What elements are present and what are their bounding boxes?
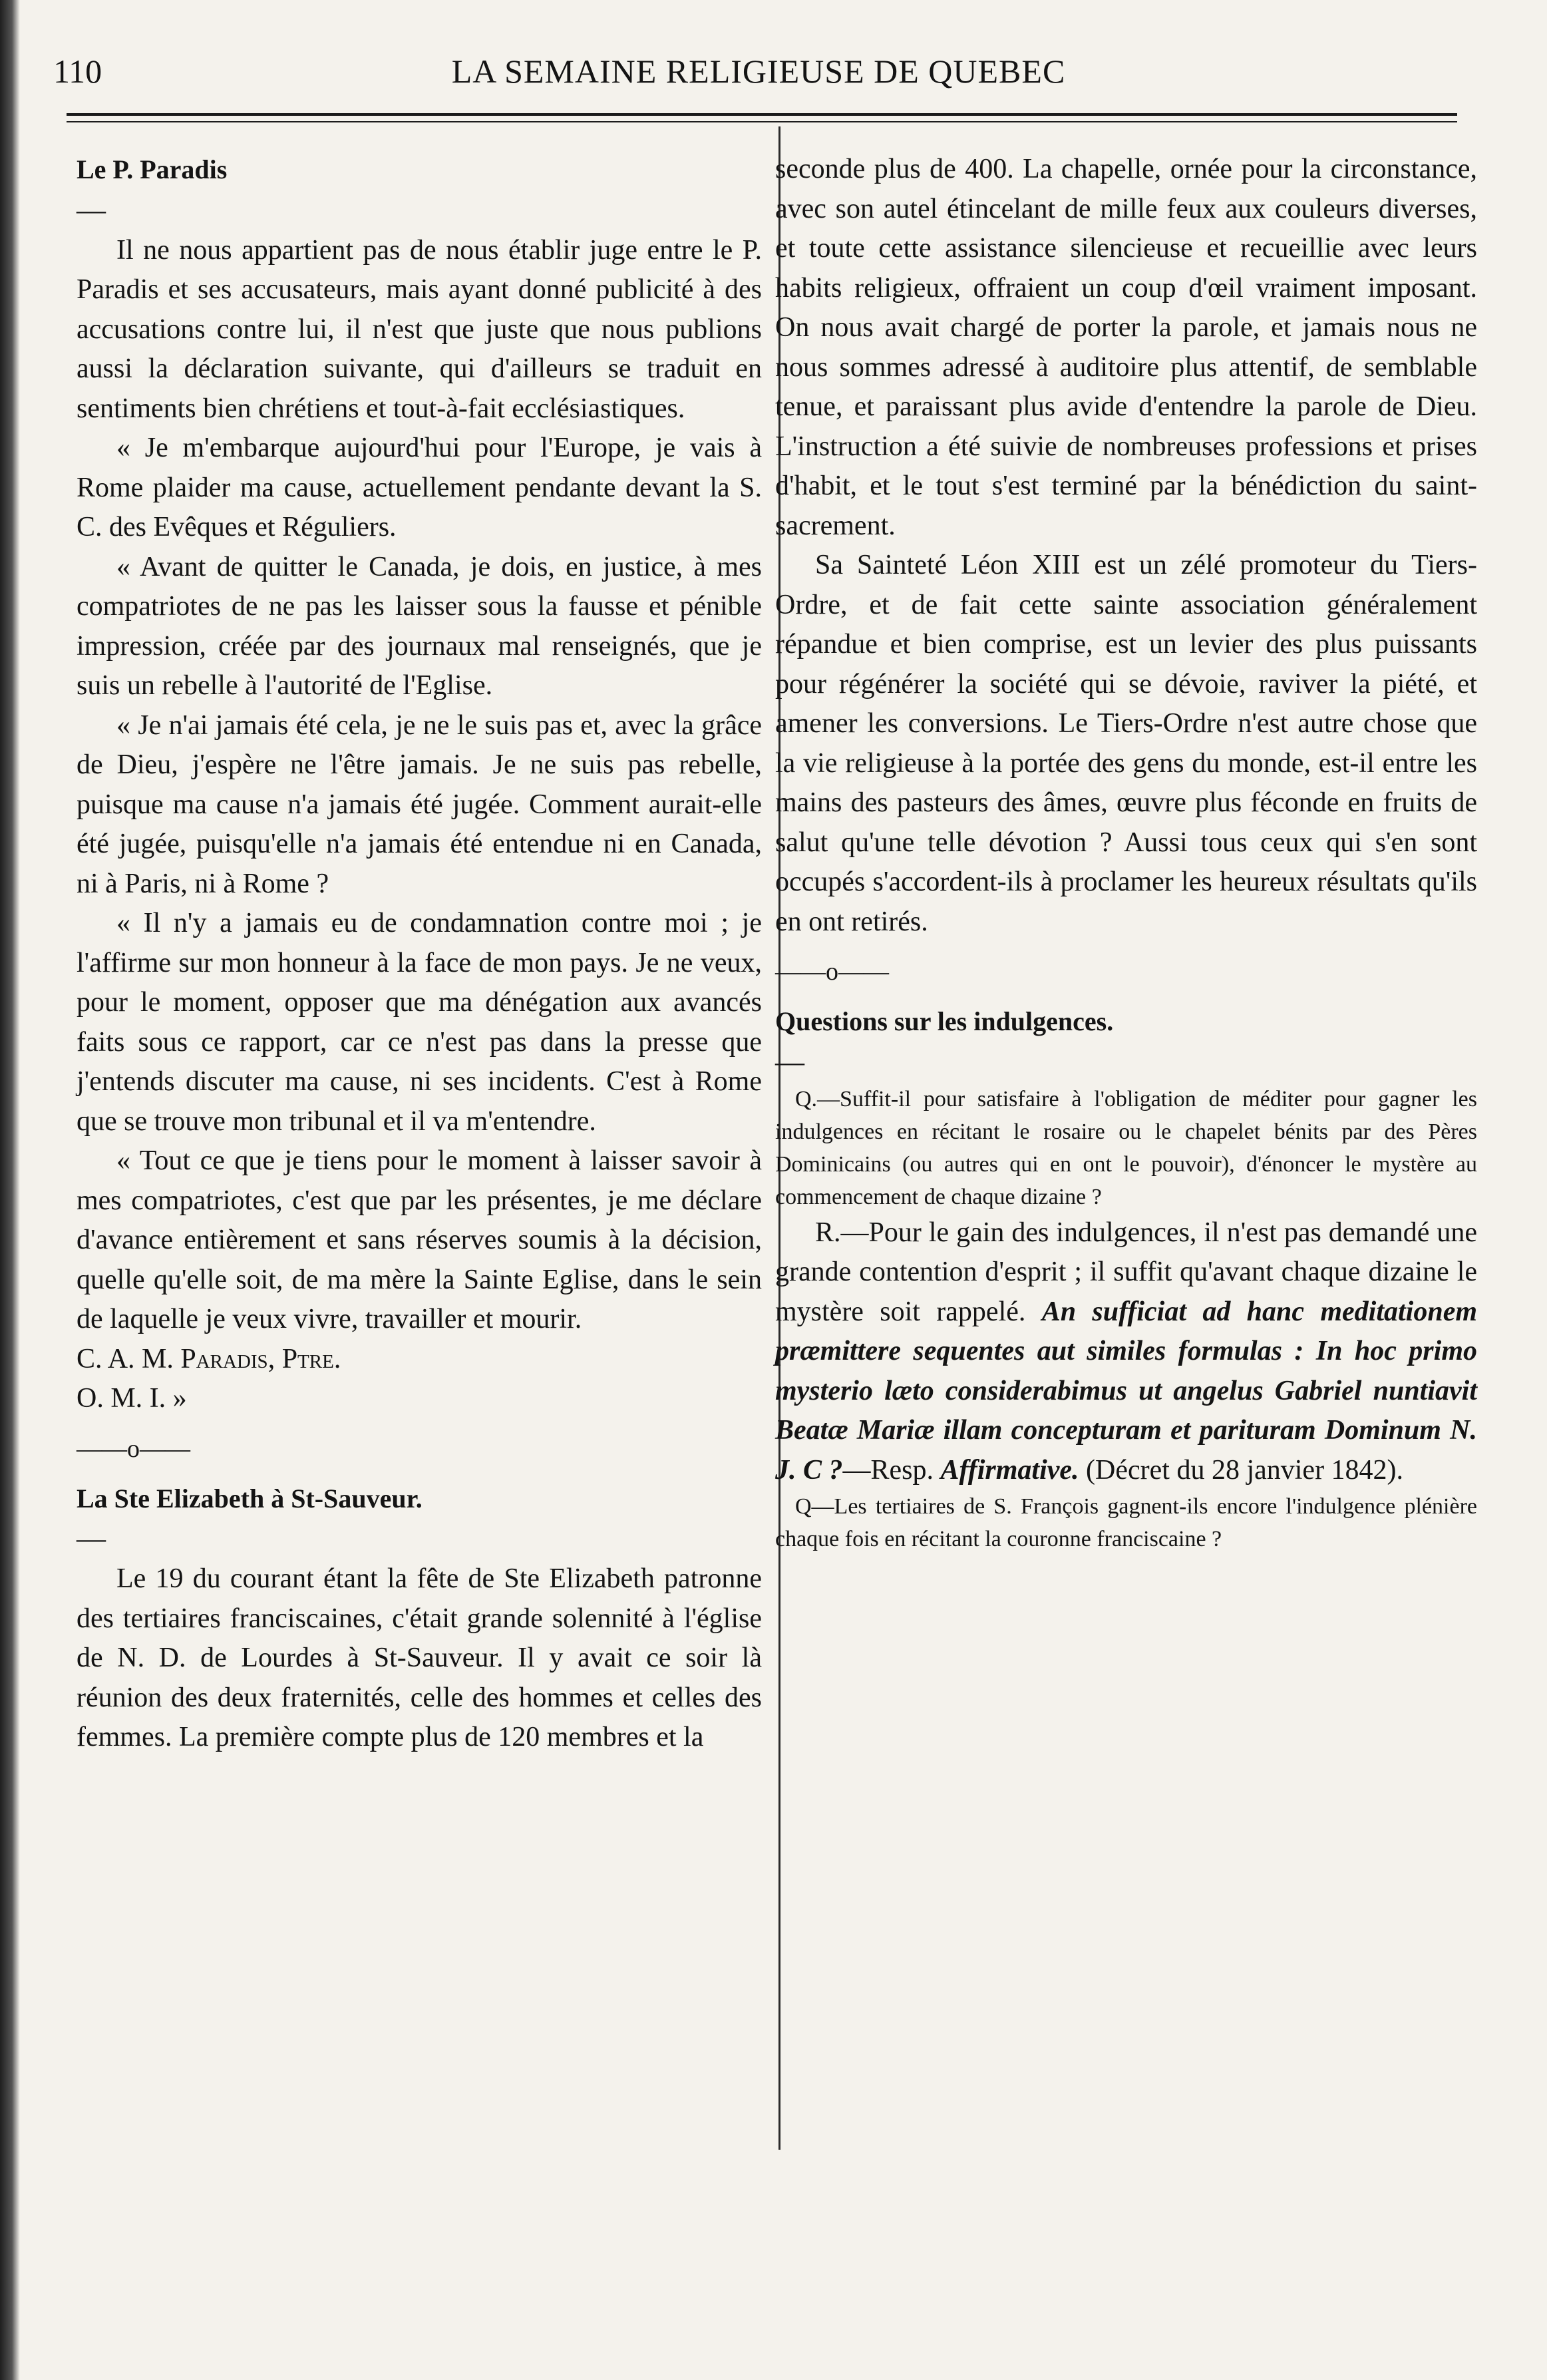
title-dash: — — [775, 1045, 804, 1078]
header-rule-thick — [67, 113, 1457, 116]
title-dash: — — [77, 193, 106, 226]
title-dash: — — [77, 1522, 106, 1555]
question-1: Q.—Suffit-il pour satisfaire à l'obligation de méditer pour gagner les indulgences en récitant le rosaire ou le chapelet bénits par des Pères Dominicains (ou autres qui en ont le pouvoir), d'énoncer le mystère au commencement de chaque dizaine ? — [775, 1086, 1477, 1209]
question-2: Q—Les tertiaires de S. François gagnent-ils encore l'indulgence plénière chaque fois en récitant la couronne franciscaine ? — [775, 1494, 1477, 1551]
article-title-indulgences: Questions sur les indulgences. — [775, 1006, 1114, 1036]
left-column — [77, 150, 762, 1758]
response-1-decree: (Décret du 28 janvier 1842). — [1079, 1454, 1404, 1486]
signature-order: O. M. I. » — [77, 1383, 187, 1414]
response-1-text: R.—Pour le gain des indulgences, il n'est pas demandé une grande contention d'esprit ; il suffit qu'avant chaque dizaine le mystère soit rappelé. — [775, 1217, 1477, 1327]
page-header — [53, 52, 1464, 105]
scan-edge-shadow — [0, 0, 20, 2380]
response-1-latin: An sufficiat ad hanc meditationem præmittere sequentes aut similes formulas : In hoc primo mysterio læto considerabimus ut angelus Gabriel nuntiavit Beatæ Mariæ illam concepturam et parituram Dominum N. J. C ? — [775, 1296, 1478, 1486]
elizabeth-paragraph-1: Le 19 du courant étant la fête de Ste Elizabeth patronne des tertiaires franciscaines, c'était grande solennité à l'église de N. D. de Lourdes à St-Sauveur. Il y avait ce soir là réunion des deux fraternités, celle des hommes et celles des femmes. La première compte plus de 120 membres et la — [77, 1563, 762, 1752]
paradis-paragraph-4: « Il n'y a jamais eu de condamnation contre moi ; je l'affirme sur mon honneur à la face de mon pays. Je ne veux, pour le moment, opposer que ma dénégation aux avancés faits sous ce rapport, car ce n'est pas dans la presse que j'entends discuter ma cause, ni ses incidents. C'est à Rome que se trouve mon tribunal et il va m'entendre. — [77, 908, 762, 1137]
response-1 — [775, 1213, 1477, 1491]
section-separator: ——o—— — [775, 958, 889, 986]
response-1-affirmative: Affirmative. — [940, 1454, 1079, 1486]
article-title-elizabeth: La Ste Elizabeth à St-Sauveur. — [77, 1483, 423, 1513]
elizabeth-continuation: seconde plus de 400. La chapelle, ornée pour la circonstance, avec son autel étincelant de mille feux aux couleurs diverses, et toute cette assistance silencieuse et recueillie avec leurs habits religieux, offraient un coup d'œil vraiment imposant. On nous avait chargé de porter la parole, et jamais nous ne nous sommes adressé à auditoire plus attentif, de semblable tenue, et paraissant plus avide d'entendre la parole de Dieu. L'instruction a été suivie de nombreuses professions et prises d'habit, et le tout s'est terminé par la bénédiction du saint-sacrement. — [775, 154, 1477, 541]
page-number: 110 — [53, 53, 102, 90]
tiers-ordre-paragraph: Sa Sainteté Léon XIII est un zélé promoteur du Tiers-Ordre, et de fait cette sainte association généralement répandue et bien comprise, est un levier des plus puissants pour régénérer la société qui se dévoie, raviver la piété, et amener les conversions. Le Tiers-Ordre n'est autre chose que la vie religieuse à la portée des gens du monde, est-il entre les mains des pasteurs des âmes, œuvre plus féconde en fruits de salut qu'une telle dévotion ? Aussi tous ceux qui s'en sont occupés s'accordent-ils à proclamer les heureux résultats qu'ils en ont retirés. — [775, 550, 1477, 937]
paradis-paragraph-1: « Je m'embarque aujourd'hui pour l'Europe, je vais à Rome plaider ma cause, actuellement pendante devant la S. C. des Evêques et Réguliers. — [77, 433, 762, 542]
paradis-paragraph-3: « Je n'ai jamais été cela, je ne le suis pas et, avec la grâce de Dieu, j'espère ne l'être jamais. Je ne suis pas rebelle, puisque ma cause n'a jamais été jugée. Comment aurait-elle été jugée, puisqu'elle n'a jamais été entendue ni en Canada, ni à Paris, ni à Rome ? — [77, 709, 762, 899]
response-1-resp: —Resp. — [842, 1454, 941, 1486]
article-title-paradis: Le P. Paradis — [77, 154, 228, 184]
header-rule-thin — [67, 121, 1457, 122]
paradis-paragraph-2: « Avant de quitter le Canada, je dois, en justice, à mes compatriotes de ne pas les laisser sous la fausse et pénible impression, créée par des journaux mal renseignés, que je suis un rebelle à l'autorité de l'Eglise. — [77, 551, 762, 701]
signature-name: C. A. M. Paradis, Ptre. — [77, 1343, 341, 1374]
paradis-paragraph-5: « Tout ce que je tiens pour le moment à laisser savoir à mes compatriotes, c'est que par les présentes, je me déclare d'avance entièrement et sans réserves soumis à la décision, quelle qu'elle soit, de ma mère la Sainte Eglise, dans le sein de laquelle je veux vivre, travailler et mourir. — [77, 1145, 762, 1334]
running-head: LA SEMAINE RELIGIEUSE DE QUEBEC — [451, 53, 1066, 90]
right-column — [775, 150, 1477, 1555]
section-separator: ——o—— — [77, 1434, 190, 1463]
paradis-intro: Il ne nous appartient pas de nous établir juge entre le P. Paradis et ses accusateurs, mais ayant donné publicité à des accusations contre lui, il n'est que juste que nous publions aussi la déclaration suivante, qui d'ailleurs se traduit en sentiments bien chrétiens et tout-à-fait ecclésiastiques. — [77, 234, 762, 424]
